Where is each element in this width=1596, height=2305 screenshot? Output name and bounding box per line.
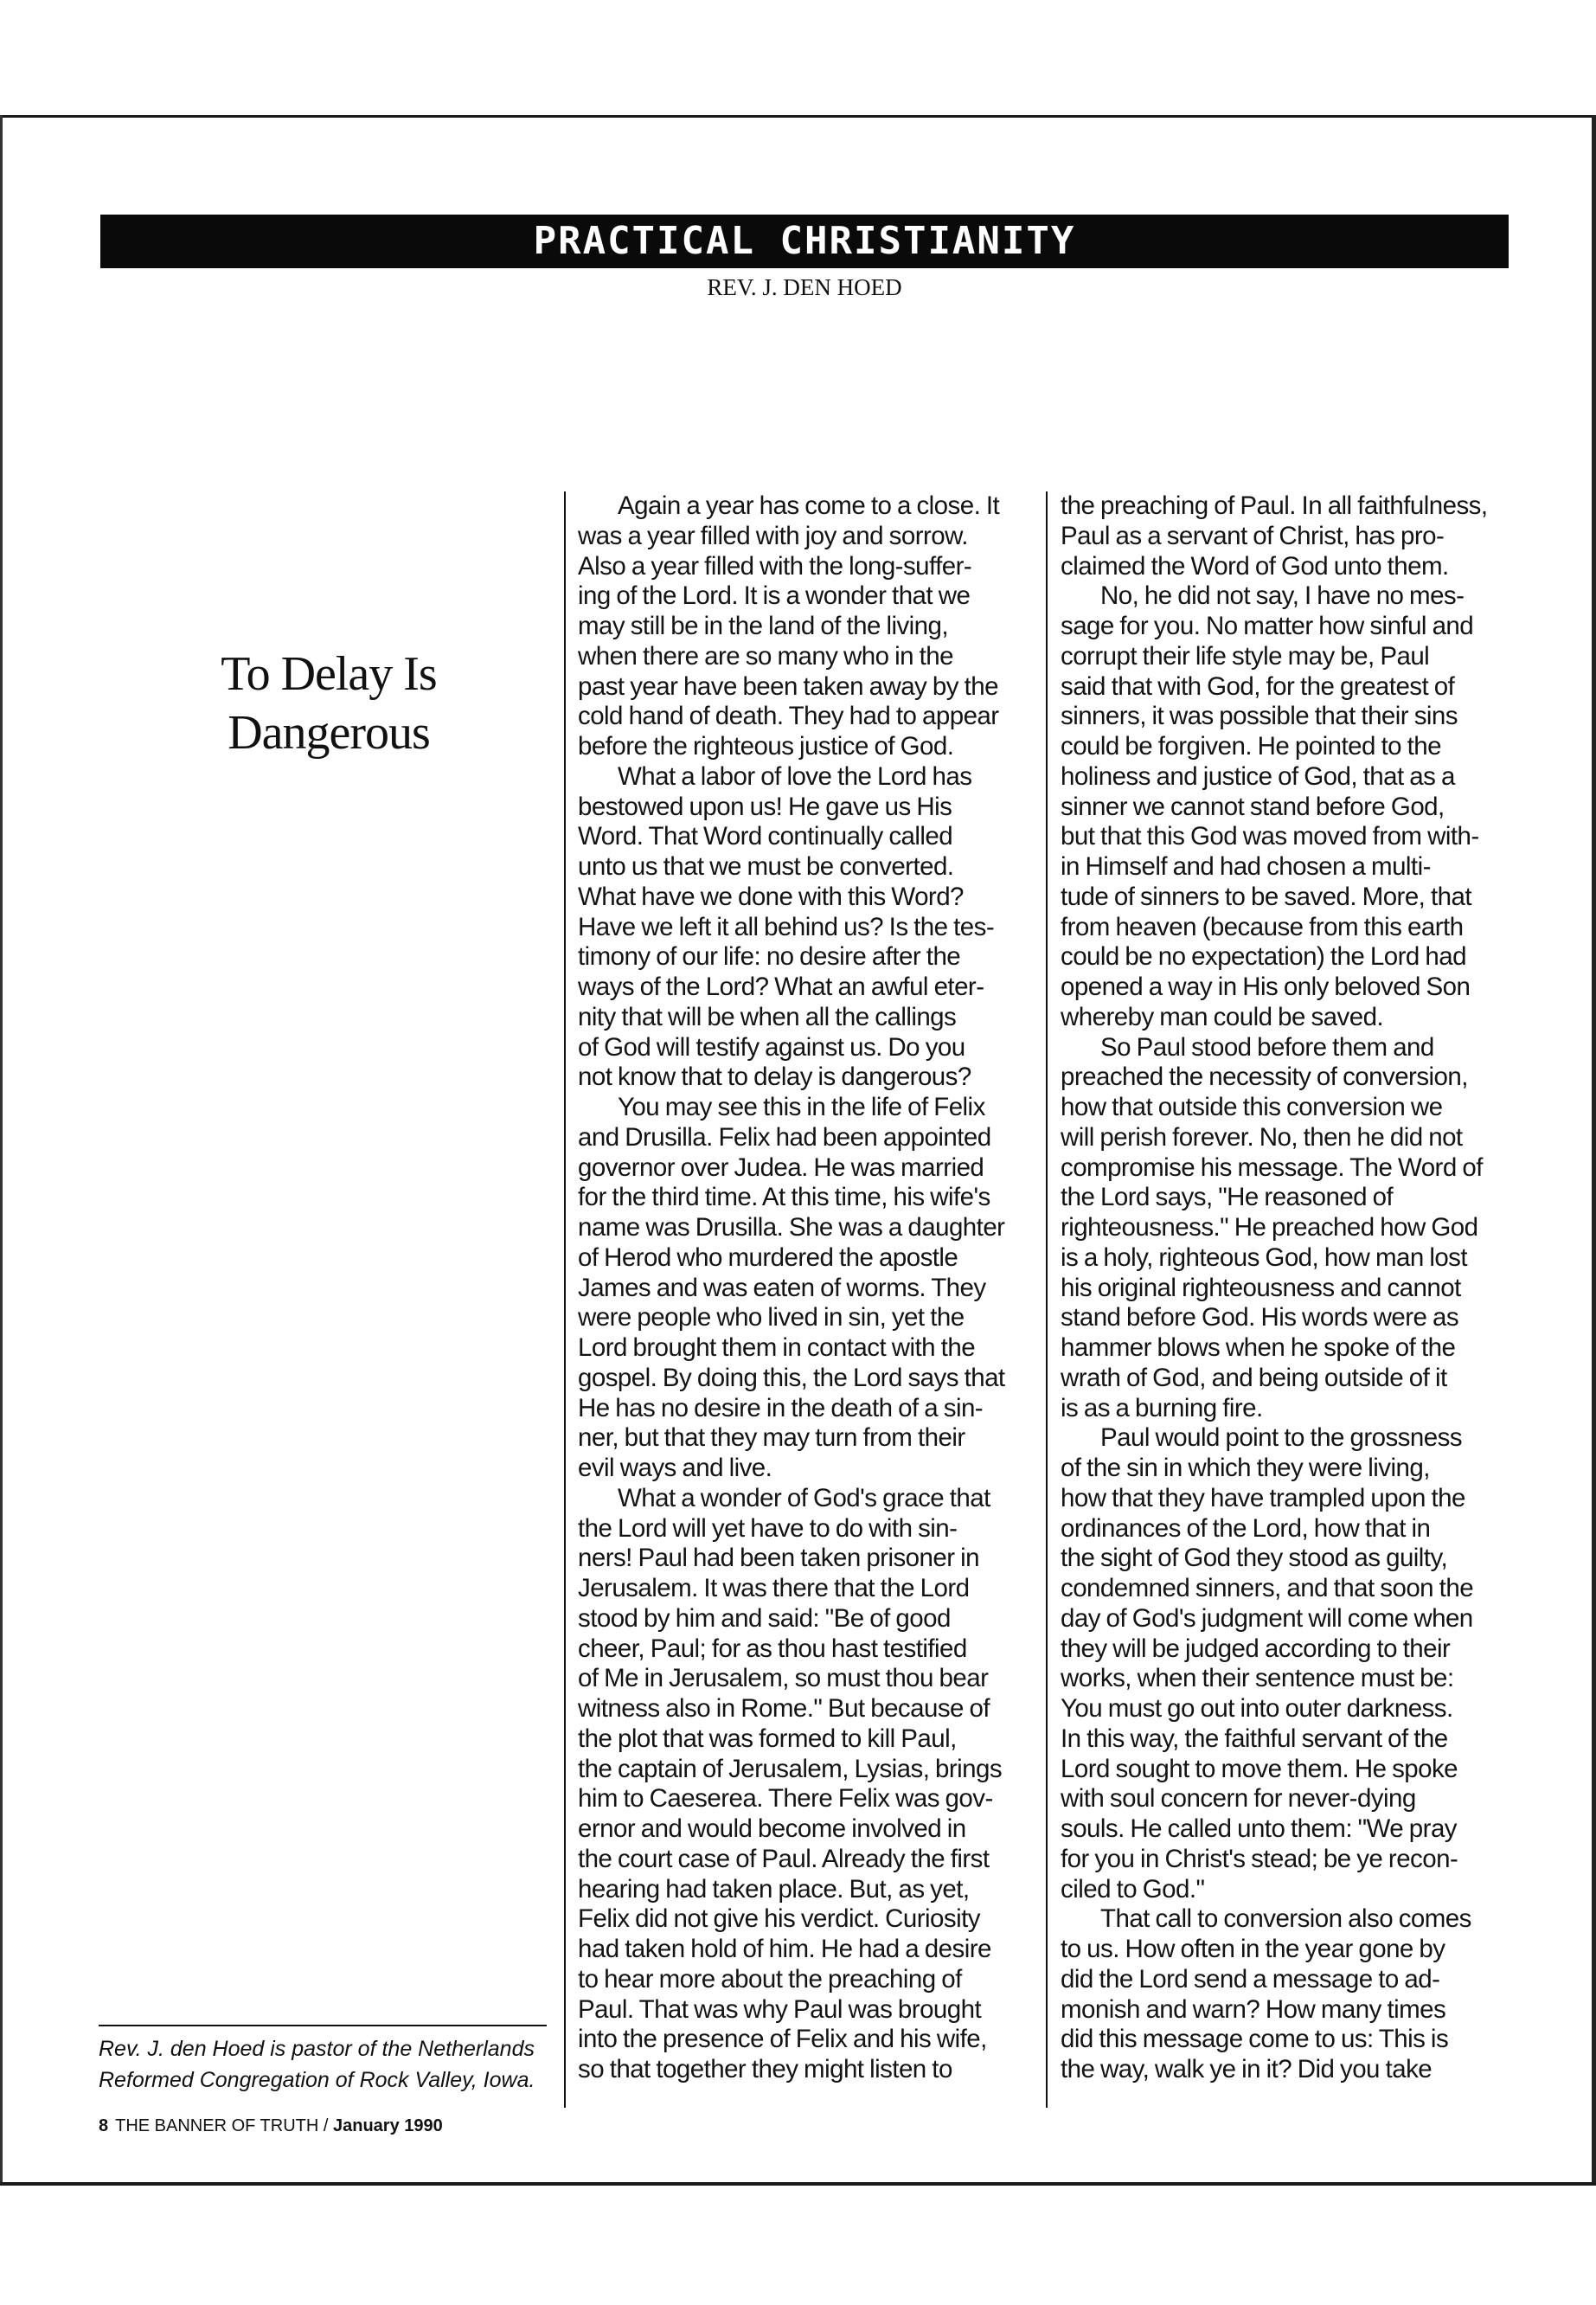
text-line: did the Lord send a message to ad- bbox=[1061, 1964, 1440, 1994]
text-line: the preaching of Paul. In all faithfulness, bbox=[1061, 491, 1488, 520]
text-line: Jerusalem. It was there that the Lord bbox=[578, 1574, 970, 1602]
text-line: Lord brought them in contact with the bbox=[578, 1333, 976, 1362]
publication-name: THE BANNER OF TRUTH / bbox=[115, 2116, 333, 2135]
text-line: ordinances of the Lord, how that in bbox=[1061, 1513, 1431, 1543]
text-line: hearing had taken place. But, as yet, bbox=[578, 1874, 970, 1904]
text-line: was a year filled with joy and sorrow. bbox=[578, 521, 968, 550]
text-line: from heaven (because from this earth bbox=[1061, 912, 1464, 941]
text-line: in Himself and had chosen a multi- bbox=[1061, 852, 1431, 881]
text-line: Again a year has come to a close. It bbox=[618, 491, 1000, 520]
text-line: they will be judged according to their bbox=[1061, 1634, 1451, 1663]
text-line: timony of our life: no desire after the bbox=[578, 942, 961, 972]
text-line: ner, but that they may turn from their bbox=[578, 1423, 965, 1453]
text-line: sinners, it was possible that their sins bbox=[1061, 702, 1458, 731]
text-line: unto us that we must be converted. bbox=[578, 852, 954, 881]
section-banner: PRACTICAL CHRISTIANITY bbox=[100, 215, 1509, 268]
text-line: could be no expectation) the Lord had bbox=[1061, 942, 1466, 972]
article-title: To Delay Is Dangerous bbox=[221, 647, 437, 760]
byline: REV. J. DEN HOED bbox=[707, 274, 902, 300]
text-line: him to Caeserea. There Felix was gov- bbox=[578, 1784, 993, 1814]
text-line: the sight of God they stood as guilty, bbox=[1061, 1544, 1448, 1573]
text-line: to hear more about the preaching of bbox=[578, 1964, 962, 1994]
text-line: with soul concern for never-dying bbox=[1061, 1784, 1416, 1814]
text-line: of the sin in which they were living, bbox=[1061, 1454, 1430, 1482]
text-line: opened a way in His only beloved Son bbox=[1061, 973, 1471, 1001]
text-line: how that they have trampled upon the bbox=[1061, 1483, 1465, 1512]
text-line: of God will testify against us. Do you bbox=[578, 1032, 965, 1062]
text-line: Lord sought to move them. He spoke bbox=[1061, 1754, 1458, 1783]
scan-border-bottom bbox=[0, 2182, 1596, 2305]
text-line: cold hand of death. They had to appear bbox=[578, 702, 999, 731]
text-line: governor over Judea. He was married bbox=[578, 1152, 984, 1182]
article-column-1 bbox=[578, 491, 1041, 2085]
text-line: name was Drusilla. She was a daughter bbox=[578, 1213, 1005, 1242]
text-line: Paul as a servant of Christ, has pro- bbox=[1061, 521, 1445, 550]
text-line: righteousness." He preached how God bbox=[1061, 1213, 1478, 1242]
text-line: ernor and would become involved in bbox=[578, 1814, 966, 1843]
text-line: for the third time. At this time, his wife's bbox=[578, 1183, 990, 1212]
text-line: into the presence of Felix and his wife, bbox=[578, 2025, 987, 2054]
text-line: day of God's judgment will come when bbox=[1061, 1603, 1473, 1633]
text-line: What a labor of love the Lord has bbox=[618, 761, 972, 791]
text-line: did this message come to us: This is bbox=[1061, 2025, 1449, 2054]
text-line: corrupt their life style may be, Paul bbox=[1061, 641, 1430, 671]
text-line: the Lord says, "He reasoned of bbox=[1061, 1183, 1394, 1212]
text-line: his original righteousness and cannot bbox=[1061, 1273, 1461, 1302]
text-line: works, when their sentence must be: bbox=[1061, 1664, 1454, 1693]
text-line: may still be in the land of the living, bbox=[578, 612, 949, 640]
column-divider bbox=[564, 491, 566, 2108]
page-footer bbox=[99, 2113, 618, 2139]
text-line: You must go out into outer darkness. bbox=[1061, 1694, 1453, 1723]
text-line: had taken hold of him. He had a desire bbox=[578, 1935, 991, 1963]
text-line: You may see this in the life of Felix bbox=[618, 1093, 985, 1121]
text-line: for you in Christ's stead; be ye recon- bbox=[1061, 1844, 1458, 1873]
text-line: So Paul stood before them and bbox=[1100, 1032, 1434, 1062]
text-line: Have we left it all behind us? Is the tes- bbox=[578, 912, 995, 941]
text-line: before the righteous justice of God. bbox=[578, 732, 954, 761]
text-line: holiness and justice of God, that as a bbox=[1061, 761, 1455, 791]
text-line: cheer, Paul; for as thou hast testified bbox=[578, 1634, 967, 1663]
text-line: monish and warn? How many times bbox=[1061, 1994, 1446, 2024]
text-line: the plot that was formed to kill Paul, bbox=[578, 1724, 957, 1753]
text-line: claimed the Word of God unto them. bbox=[1061, 551, 1449, 581]
text-line: Paul would point to the grossness bbox=[1100, 1423, 1462, 1453]
text-line: What have we done with this Word? bbox=[578, 882, 964, 911]
text-line: so that together they might listen to bbox=[578, 2055, 952, 2083]
column-divider bbox=[1046, 491, 1048, 2108]
text-line: ciled to God." bbox=[1061, 1874, 1205, 1904]
text-line: That call to conversion also comes bbox=[1100, 1904, 1471, 1934]
text-line: gospel. By doing this, the Lord says that bbox=[578, 1363, 1005, 1392]
text-line: compromise his message. The Word of bbox=[1061, 1152, 1483, 1182]
text-line: wrath of God, and being outside of it bbox=[1061, 1363, 1447, 1392]
text-line: will perish forever. No, then he did not bbox=[1061, 1122, 1463, 1152]
text-line: No, he did not say, I have no mes- bbox=[1100, 581, 1465, 611]
text-line: nity that will be when all the callings bbox=[578, 1002, 957, 1031]
text-line: and Drusilla. Felix had been appointed bbox=[578, 1122, 991, 1152]
scan-edge-right bbox=[1592, 115, 1596, 2182]
scan-border-top bbox=[0, 0, 1596, 118]
text-line: how that outside this conversion we bbox=[1061, 1093, 1443, 1121]
author-bio: Rev. J. den Hoed is pastor of the Netherlands Reformed Congregation of Rock Valley, Iowa. bbox=[99, 2037, 535, 2092]
text-line: ways of the Lord? What an awful eter- bbox=[578, 973, 984, 1001]
text-line: condemned sinners, and that soon the bbox=[1061, 1574, 1474, 1602]
text-line: ners! Paul had been taken prisoner in bbox=[578, 1544, 980, 1573]
text-line: could be forgiven. He pointed to the bbox=[1061, 732, 1441, 761]
text-line: Word. That Word continually called bbox=[578, 822, 953, 851]
text-line: preached the necessity of conversion, bbox=[1061, 1063, 1468, 1092]
text-line: not know that to delay is dangerous? bbox=[578, 1063, 971, 1092]
text-line: stand before God. His words were as bbox=[1061, 1303, 1459, 1332]
text-line: Also a year filled with the long-suffer- bbox=[578, 551, 972, 581]
text-line: witness also in Rome." But because of bbox=[578, 1694, 990, 1723]
text-line: to us. How often in the year gone by bbox=[1061, 1935, 1445, 1963]
text-line: whereby man could be saved. bbox=[1061, 1002, 1384, 1031]
text-line: Felix did not give his verdict. Curiosity bbox=[578, 1904, 980, 1934]
text-line: He has no desire in the death of a sin- bbox=[578, 1393, 984, 1422]
text-line: the court case of Paul. Already the first bbox=[578, 1844, 990, 1873]
text-line: hammer blows when he spoke of the bbox=[1061, 1333, 1456, 1362]
text-line: In this way, the faithful servant of the bbox=[1061, 1724, 1448, 1753]
text-line: were people who lived in sin, yet the bbox=[578, 1303, 965, 1332]
text-line: souls. He called unto them: "We pray bbox=[1061, 1814, 1457, 1843]
issue-date: January 1990 bbox=[333, 2116, 443, 2135]
text-line: ing of the Lord. It is a wonder that we bbox=[578, 581, 971, 611]
text-line: the captain of Jerusalem, Lysias, brings bbox=[578, 1754, 1003, 1783]
text-line: said that with God, for the greatest of bbox=[1061, 671, 1455, 701]
text-line: stood by him and said: "Be of good bbox=[578, 1603, 951, 1633]
text-line: bestowed upon us! He gave us His bbox=[578, 792, 952, 821]
text-line: the way, walk ye in it? Did you take bbox=[1061, 2055, 1433, 2083]
page-number: 8 bbox=[99, 2116, 109, 2135]
text-line: James and was eaten of worms. They bbox=[578, 1273, 986, 1302]
text-line: is a holy, righteous God, how man lost bbox=[1061, 1242, 1468, 1272]
text-line: past year have been taken away by the bbox=[578, 671, 998, 701]
text-line: sage for you. No matter how sinful and bbox=[1061, 612, 1474, 640]
text-line: tude of sinners to be saved. More, that bbox=[1061, 882, 1471, 911]
text-line: of Me in Jerusalem, so must thou bear bbox=[578, 1664, 989, 1693]
text-line: sinner we cannot stand before God, bbox=[1061, 792, 1445, 821]
text-line: but that this God was moved from with- bbox=[1061, 822, 1479, 851]
text-line: the Lord will yet have to do with sin- bbox=[578, 1513, 958, 1543]
scan-edge-left bbox=[0, 115, 3, 2182]
text-line: What a wonder of God's grace that bbox=[618, 1483, 990, 1512]
text-line: is as a burning fire. bbox=[1061, 1393, 1263, 1422]
bio-divider bbox=[99, 2025, 547, 2026]
text-line: when there are so many who in the bbox=[578, 641, 954, 671]
article-column-2 bbox=[1061, 491, 1523, 2085]
text-line: of Herod who murdered the apostle bbox=[578, 1242, 958, 1272]
text-line: evil ways and live. bbox=[578, 1454, 772, 1482]
text-line: Paul. That was why Paul was brought bbox=[578, 1994, 982, 2024]
